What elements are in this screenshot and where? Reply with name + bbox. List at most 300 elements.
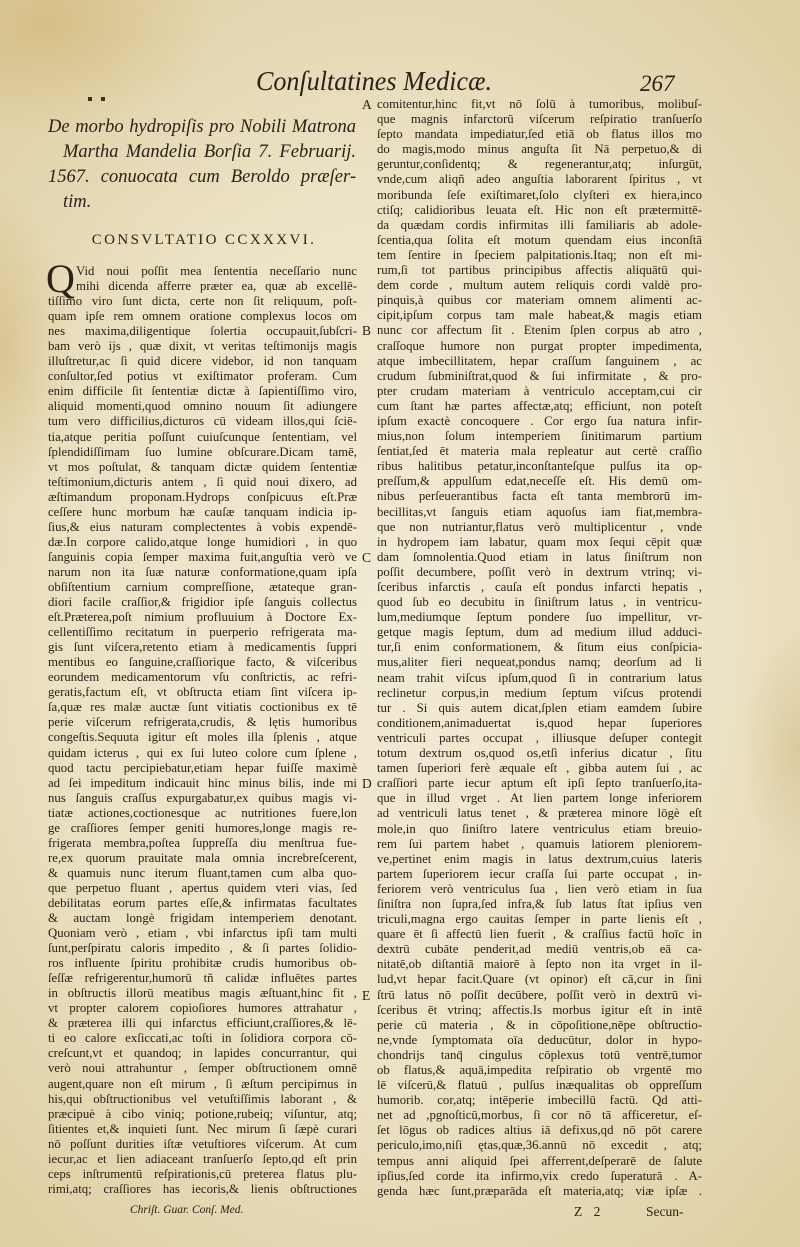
line-text: que perpetuo fluant , apertus quidem vteri vias, ſed bbox=[48, 880, 357, 895]
line-text: mius,non ſolum intemperiem ſinitimarum partium bbox=[377, 429, 702, 444]
text-line bbox=[48, 1077, 357, 1092]
text-line bbox=[377, 716, 702, 731]
text-line bbox=[48, 806, 357, 821]
text-line bbox=[377, 655, 702, 670]
margin-letter: D bbox=[362, 776, 372, 792]
line-text: ceps inſtrumentū reſpirationis,cū preterea flatus plu- bbox=[48, 1166, 357, 1181]
text-line bbox=[48, 279, 357, 294]
line-text: tia,atque peritia poſſunt cuiuſcunque ſententiam, vel bbox=[48, 429, 357, 444]
text-line bbox=[377, 112, 702, 127]
text-line bbox=[48, 1182, 357, 1197]
line-text: ge craſſiores ſemper geniti humores,longe magis re- bbox=[48, 820, 357, 835]
text-line bbox=[377, 1093, 702, 1108]
line-text: humorib. cor,atq; intēperie imbecillū factū. Qd atti- bbox=[377, 1093, 702, 1108]
line-text: ſcentia,qua ſolita eſt motum quendam eius inconſtā bbox=[377, 232, 702, 247]
line-text: pinquis,à quibus cor materiam omnem alimenti ac- bbox=[377, 293, 702, 308]
line-text: in hydropem iam labatur, quam mox ſequi cēpit quæ bbox=[377, 534, 702, 549]
line-text: tur . Si quis autem dicat,ſplen etiam eamdem ſubire bbox=[377, 700, 702, 715]
line-text: congeſtis.Sequuta igitur eſt moles illa ſplenis , atque bbox=[48, 730, 357, 745]
gathering-signature-text: Z 2 bbox=[574, 1204, 605, 1219]
line-text: æſtimandum proponam.Hydrops conſpicuus eſt.Præ bbox=[48, 489, 357, 504]
line-text: nunc cor affectum ſit . Etenim ſplen corpus ab atro , bbox=[377, 323, 702, 338]
line-text: his,qui obſtructionibus vel vetuſtiſſimis laborant , & bbox=[48, 1091, 357, 1106]
text-line bbox=[377, 172, 702, 187]
line-text: ſanguinis copia ſemper maxima fuit,anguſtia verò ve bbox=[48, 549, 357, 564]
line-text: nibus perſeuerantibus facta eſt tanta membrorū im- bbox=[377, 489, 702, 504]
line-text: tem ſentire in ſpeciem palpitationis.Itaq; non eſt mi- bbox=[377, 247, 702, 262]
line-text: ſa,quæ res malæ auctæ ſunt vitiatis coctionibus ex tē bbox=[48, 700, 357, 715]
line-text: ti eo calore exſiccati,ac toſti in ſolidiora corpora cō- bbox=[48, 1031, 357, 1046]
text-line bbox=[48, 1046, 357, 1061]
line-text: poſſit decumbere, poſſit verò in dextrum vtrinq; vi- bbox=[377, 564, 702, 579]
text-line bbox=[377, 293, 702, 308]
line-text: cellentiſſimo recitatum in puerperio refrigerata ma- bbox=[48, 625, 357, 640]
line-text: ſplendidiſſimam ſuo lumine obſcurare.Dicam tamē, bbox=[48, 444, 357, 459]
line-text: periculo,imo,niſi ętas,quæ,36.annū nō excedit , atq; bbox=[377, 1138, 702, 1153]
text-line bbox=[377, 761, 702, 776]
line-text: ſet lōgus ob radices altius iā defixus,qd nō pōt carere bbox=[377, 1123, 702, 1138]
line-text: tim. bbox=[63, 192, 92, 212]
line-text: ſunt,perſpiratu caloris impedito , & ſi partes ſolidio- bbox=[48, 941, 357, 956]
text-line bbox=[48, 430, 357, 445]
line-text: perie cū materia , & in cōpoſitione,nēpe obſtructio- bbox=[377, 1017, 703, 1032]
text-line bbox=[48, 1016, 357, 1031]
line-text: ſceribus infarctis , cauſa eſt pondus infarcti hepatis , bbox=[377, 580, 702, 594]
running-head bbox=[256, 64, 492, 98]
line-text: narum non ita ſuæ naturæ conformatione,quam ipſa bbox=[48, 564, 357, 579]
line-text: perie viſcerum refrigerata,crudis, & lętis humoribus bbox=[48, 715, 357, 730]
text-line bbox=[48, 655, 357, 670]
line-text: eorundem medicamentorum vſu conſtrictis, ac refri- bbox=[48, 670, 357, 685]
line-text: in obſtructis illorū meatibus magis æſtuant,hinc fit , bbox=[48, 986, 357, 1001]
text-line bbox=[48, 1107, 357, 1122]
text-line bbox=[377, 701, 702, 716]
line-text: lum,mediumque ſeptum pondere ſuo impellitur, vr- bbox=[377, 610, 702, 625]
text-line bbox=[48, 1122, 357, 1137]
line-text: lud,vt hepar facit.Quare (vt opinor) eſt cā,cur in ſini bbox=[377, 972, 702, 987]
line-text: lē viſcerū,& flatuū , pulſus inæqualitas ob oppreſſum bbox=[377, 1078, 702, 1093]
text-line bbox=[48, 715, 357, 730]
text-line bbox=[377, 852, 702, 867]
line-text: vnde,cum aliqñ adeo anguſtia laborarent ſpiritus , vt bbox=[377, 172, 702, 187]
line-text: mihi dicenda afferre præter ea, quæ ab excellē- bbox=[76, 279, 357, 294]
line-text: craſſoque humore non purgat propter impedimenta, bbox=[377, 338, 703, 353]
text-line bbox=[377, 565, 702, 580]
line-text: aliquid momenti,quod omnino nouum ſit adiungere bbox=[48, 399, 357, 414]
line-text: conditionem,animaduertat is,quod hepar ſuperiores bbox=[377, 715, 702, 730]
line-text: do magis,modo minus anguſta ſit Nā perpetuo,& di bbox=[377, 142, 702, 157]
line-text: ſiniſtra non ſupra,ſed infra,& ſub latus ſtat ipſius ven bbox=[377, 896, 702, 911]
line-text: net ad ,pgnoſticū,morbus, ſi cor nō tā afficeretur, eſ- bbox=[377, 1108, 702, 1123]
text-line bbox=[377, 731, 702, 746]
text-line bbox=[362, 987, 702, 1003]
consultation-heading bbox=[58, 230, 350, 250]
text-line bbox=[48, 140, 356, 165]
text-line bbox=[48, 926, 357, 941]
line-text: conſultor,ſed potius vt exiſtimator proferam. Cum bbox=[48, 369, 357, 384]
text-line bbox=[377, 867, 702, 882]
text-line bbox=[377, 882, 702, 897]
text-line bbox=[48, 625, 357, 640]
text-line bbox=[377, 686, 702, 701]
text-line bbox=[377, 308, 702, 323]
consultation-title bbox=[48, 115, 356, 215]
text-line bbox=[377, 489, 702, 504]
text-line bbox=[362, 97, 703, 112]
line-text: Quoniam verò , etiam , vbi infarctus ipſi tam multi bbox=[48, 926, 357, 941]
line-text: ſius,& eius naturam complectentes à vobis expendē- bbox=[48, 519, 357, 534]
line-text: ſtrū latus nō poſſit decūbere, poſſit verò in dextrū vi- bbox=[377, 987, 702, 1002]
text-line bbox=[48, 700, 357, 715]
text-line bbox=[377, 1048, 702, 1063]
text-line bbox=[48, 986, 357, 1001]
text-line bbox=[48, 324, 357, 339]
line-text: bam verò ijs , quæ dixit, vt veritas teſtimonijs magis bbox=[48, 339, 357, 354]
line-text: mole,in quo ſiniſtro latere ventriculus etiam breuio- bbox=[377, 821, 702, 836]
line-text: totum dextrum os,quod os,etſi inferius dicatur , ſitu bbox=[377, 746, 702, 761]
line-text: & auctam longè frigidam intemperiem denotant. bbox=[48, 911, 357, 926]
text-line bbox=[48, 1031, 357, 1046]
line-text: dam ſomnolentia.Quod etiam in latus ſiniſtrum non bbox=[377, 549, 702, 564]
text-line bbox=[377, 444, 702, 459]
line-text: que non nutriantur,flatus verò multiplicentur , vnde bbox=[377, 519, 702, 534]
line-text: cipit,ipſum corpus tam male habeat,& magis etiam bbox=[377, 308, 702, 323]
line-text: frigerata membra,poſtea ſuppreſſa diu menſtrua fue- bbox=[48, 835, 357, 850]
line-text: & præterea illi qui infarctus efficiunt,craſſiores,& lē- bbox=[48, 1016, 357, 1031]
text-line bbox=[362, 776, 702, 792]
text-line bbox=[377, 505, 702, 520]
line-text: diori facile craſſior,& frigidior ipſe ſanguis collectus bbox=[48, 595, 357, 610]
line-text: tiatæ actiones,coctionesque ac nutritiones fuere,lon bbox=[48, 805, 357, 820]
text-line bbox=[377, 218, 702, 233]
line-text: quam ipſe rem omnem oratione complexus locos om bbox=[48, 309, 357, 324]
text-line bbox=[48, 1152, 357, 1167]
text-line bbox=[377, 278, 702, 293]
text-line bbox=[48, 354, 357, 369]
text-line bbox=[48, 881, 357, 896]
line-text: partem ſuperiorem iecur craſſa ſui parte occupat , in- bbox=[377, 866, 702, 881]
line-text: que magnis infarctorū viſcerum reſpiratio tranſuerſo bbox=[377, 112, 702, 127]
line-text: mentibus eo ſanguine,craſſiorique facto, & viſceribus bbox=[48, 655, 357, 670]
text-line bbox=[48, 1061, 357, 1076]
line-text: ſepto mandata impediatur,ſed etiā ob flatus illos mo bbox=[377, 127, 702, 142]
consultation-number: CONSVLTATIO CCXXXVI. bbox=[91, 232, 317, 248]
text-line bbox=[48, 761, 357, 776]
text-line bbox=[377, 1003, 702, 1018]
text-line bbox=[377, 1138, 702, 1153]
line-text: dæ.In corpore calido,atque longe humidiori , in quo bbox=[48, 534, 357, 549]
line-text: ceſſere hunc morbum hæ cauſæ tanquam indicia ip- bbox=[48, 504, 357, 519]
line-text: preſſum,& appulſum edat,neceſſe eſt. His demū om- bbox=[377, 474, 702, 489]
line-text: getque magis ſeptum, dum ad medium illud adduci- bbox=[377, 625, 702, 640]
page-number-text: 267 bbox=[640, 71, 675, 96]
line-text: iecur,ac et lien adiaceant tranſuerſo ſepto,qd eſt prin bbox=[48, 1151, 357, 1166]
text-line bbox=[377, 429, 702, 444]
line-text: que in illud vrget . At lien partem longe inferiorem bbox=[377, 791, 702, 806]
text-line bbox=[48, 866, 357, 881]
line-text: illuſtretur,ac ſi quid dicere videbor, id non tanquam bbox=[48, 354, 357, 369]
text-line bbox=[48, 791, 357, 806]
text-line bbox=[377, 188, 702, 203]
line-text: vt propter calorem copioſiores humores attrahatur , bbox=[48, 1001, 358, 1016]
catchword-text: Secun- bbox=[646, 1204, 684, 1219]
line-text: De morbo hydropiſis pro Nobili Matrona bbox=[48, 117, 356, 137]
text-line bbox=[377, 1108, 702, 1123]
text-line bbox=[377, 399, 702, 414]
text-line bbox=[377, 837, 702, 852]
text-line bbox=[48, 730, 357, 745]
line-text: tur,ſi enim conformationem, & ſitum eius conſpicia- bbox=[377, 640, 702, 655]
text-line bbox=[377, 520, 702, 535]
line-text: ob flatus,& aquā,impedita reſpiratio ob vrgentē mo bbox=[377, 1063, 702, 1077]
text-line bbox=[48, 1167, 357, 1182]
text-line bbox=[377, 746, 702, 761]
line-text: triculi,magna ergo cauitas ſemper in parte lienis eſt , bbox=[377, 912, 702, 927]
line-text: debilitatas eorum partes eſſe,& infirmatas facultates bbox=[48, 895, 357, 910]
text-line bbox=[377, 142, 702, 157]
drop-cap: Q bbox=[46, 256, 75, 301]
line-text: creſcunt,vt et quandoq; in lapides concurrantur, qui bbox=[48, 1046, 357, 1061]
line-text: teſtimonium,dicturis antem , ſi quid noui dixero, ad bbox=[48, 474, 357, 489]
line-text: nes maxima,diligentique ſolertia occupauit,ſubſcri- bbox=[48, 324, 357, 339]
line-text: craſſiori parte iecur aptum eſt ipſi ſepto tranſuerſo,ita- bbox=[377, 776, 702, 791]
line-text: reclinetur corpus,in medium ſeptum viſcus protendi bbox=[377, 685, 702, 700]
printer-mark bbox=[88, 97, 92, 101]
text-line bbox=[48, 851, 357, 866]
text-line bbox=[377, 1018, 702, 1033]
line-text: gis ſunt viſcera,retento etiam à medicamentis ſuppri bbox=[48, 640, 357, 655]
text-line bbox=[48, 640, 357, 655]
text-line bbox=[48, 836, 357, 851]
text-line bbox=[377, 1033, 702, 1048]
text-line bbox=[48, 369, 357, 384]
text-line bbox=[377, 1169, 702, 1184]
line-text: ipſius,ſed corde ita infirmo,vix credo ſuperaturā . A- bbox=[377, 1168, 702, 1183]
text-line bbox=[48, 190, 356, 215]
text-line bbox=[377, 1184, 702, 1199]
text-line bbox=[377, 1063, 702, 1078]
text-line bbox=[377, 233, 702, 248]
line-text: ad ſei impeditum indicauit hinc minus bilis, inde mi bbox=[48, 775, 357, 790]
line-text: re,ex quorum prauitate mala omnia increbreſcerent, bbox=[48, 850, 357, 865]
text-line bbox=[377, 912, 702, 927]
line-text: verò noui attrahuntur , ſemper obſtructionem omnē bbox=[48, 1061, 357, 1076]
line-text: dextrū cubāte penderit,ad mediū ventris,ob eā ca- bbox=[377, 942, 702, 957]
text-line bbox=[377, 927, 702, 942]
text-line bbox=[377, 972, 702, 987]
line-text: ne,vnde ſymptomata oīa deducūtur, dolor in hypo- bbox=[377, 1032, 702, 1047]
text-line bbox=[377, 1123, 702, 1138]
line-text: geruntur,conſidentq; & regenerantur,atq; inſurgūt, bbox=[377, 157, 702, 172]
text-line bbox=[48, 971, 357, 986]
text-line bbox=[48, 445, 357, 460]
margin-letter: E bbox=[362, 987, 371, 1003]
text-line bbox=[377, 384, 702, 399]
text-line bbox=[48, 1137, 357, 1152]
text-line bbox=[48, 911, 357, 926]
text-line bbox=[48, 580, 357, 595]
text-line bbox=[377, 822, 702, 837]
line-text: eſt.Præterea,poſt nimium profluuium à Doctore Ex- bbox=[48, 610, 357, 625]
text-line bbox=[362, 323, 702, 339]
line-text: rem ſui partem habet , quamuis latiorem pleniorem- bbox=[377, 836, 702, 851]
signature-text: Chriſt. Guar. Conſ. Med. bbox=[130, 1204, 244, 1216]
text-line bbox=[48, 1001, 357, 1016]
text-line bbox=[48, 776, 357, 791]
line-text: becillitas,vt ſanguis etiam aquoſus iam fiat,membra- bbox=[377, 504, 702, 519]
line-text: ctiſq; calidioribus leuata eſt. Hic non eſt prætermittē- bbox=[377, 202, 702, 217]
text-line bbox=[377, 414, 702, 429]
text-line bbox=[48, 821, 357, 836]
left-column-text bbox=[46, 256, 358, 1197]
line-text: geratis,factum eſt, vt obſtructa etiam ſint viſcera ip- bbox=[48, 685, 357, 700]
line-text: præcipuè à cibo viniq; potione,rubeiq; viſuntur, atq; bbox=[48, 1106, 358, 1121]
line-text: nitatē,ob diſtantiā maiorē à ſepto non ita vrget in il- bbox=[377, 957, 702, 972]
text-line bbox=[377, 806, 702, 821]
text-line bbox=[377, 942, 702, 957]
text-line bbox=[377, 203, 702, 218]
text-line bbox=[377, 897, 702, 912]
text-line bbox=[377, 339, 702, 354]
text-line bbox=[48, 565, 357, 580]
text-line bbox=[377, 535, 702, 550]
text-line bbox=[48, 475, 357, 490]
line-text: comitentur,hinc fit,vt nō ſolū à tumoribus, molibuſ- bbox=[377, 97, 703, 111]
text-line bbox=[48, 490, 357, 505]
line-text: & quamuis nunc iterum fluant,tamen cum alba quo- bbox=[48, 865, 357, 880]
text-line bbox=[48, 115, 356, 140]
text-line bbox=[48, 610, 357, 625]
text-line bbox=[48, 535, 357, 550]
printer-mark bbox=[101, 97, 105, 101]
line-text: enim difficile ſit ſententiæ dictæ à ſapientiſſimo viro, bbox=[48, 384, 357, 399]
text-line bbox=[48, 941, 357, 956]
right-column-text bbox=[362, 97, 703, 1199]
line-text: 1567. conuocata cum Beroldo præſer- bbox=[48, 167, 356, 187]
text-line bbox=[377, 127, 702, 142]
text-line bbox=[377, 957, 702, 972]
text-line bbox=[377, 580, 702, 595]
line-text: ſceribus ēt vtrinq; affectis.Is morbus igitur eſt in intē bbox=[377, 1002, 702, 1017]
line-text: tempus anni aliquid ſpei afferrent,deſperarē de ſalute bbox=[377, 1153, 702, 1168]
text-line bbox=[48, 339, 357, 354]
line-text: ros influente ſpiritu prohibitæ crudis humoribus ob- bbox=[48, 956, 357, 971]
text-line bbox=[48, 399, 357, 414]
line-text: ad ventriculi latus tenet , & præterea minore lōgè eſt bbox=[377, 806, 702, 821]
line-text: ribus halitibus petatur,inconſtanteſque pulſus ita op- bbox=[377, 459, 702, 474]
line-text: ſentiat,ſed ēt materia mala repleatur aut certè craſſio bbox=[377, 444, 702, 459]
text-line bbox=[377, 369, 702, 384]
page-number bbox=[640, 70, 690, 98]
line-text: mus,aliter fieri nequeat,pondus namq; deorſum ad li bbox=[377, 655, 702, 670]
line-text: Vid noui poſſit mea ſententia neceſſario nunc bbox=[76, 264, 357, 278]
line-text: pter crudam materiam à ventriculo acceptam,cui cir bbox=[377, 383, 702, 398]
text-line bbox=[377, 354, 702, 369]
text-line bbox=[377, 640, 702, 655]
text-line bbox=[377, 791, 702, 806]
text-line bbox=[377, 263, 702, 278]
line-text: neam trahit viſcus ipſum,quod ſi in contrarium latus bbox=[377, 670, 702, 685]
line-text: obſiſtentium carnium compreſſione, ætateque gran- bbox=[48, 579, 357, 594]
line-text: crudum ſubminiſtrat,quod & ſui infirmitate , & pro- bbox=[377, 368, 702, 383]
text-line bbox=[377, 157, 702, 172]
line-text: cum ſtant hæ partes affectæ,atq; efficiunt, non poteſt bbox=[377, 398, 702, 413]
text-line bbox=[377, 610, 702, 625]
line-text: ipſum exactè concoquere . Cor ergo ſua natura infir- bbox=[377, 413, 702, 428]
line-text: rum,ſi tot partibus principibus affectis aliquātū qui- bbox=[377, 263, 702, 278]
line-text: ve,pertinet enim magis in latus dextrum,cuius lateris bbox=[377, 851, 702, 866]
text-line bbox=[48, 165, 356, 190]
text-line bbox=[48, 896, 357, 911]
text-line bbox=[377, 1154, 702, 1169]
text-line bbox=[377, 625, 702, 640]
running-head-text: Conſultatines Medicæ. bbox=[256, 66, 493, 96]
line-text: Martha Mandelia Borſia 7. Februarij. bbox=[63, 142, 356, 162]
margin-letter: A bbox=[362, 97, 372, 112]
catchword bbox=[646, 1203, 696, 1221]
gathering-signature bbox=[574, 1203, 618, 1221]
text-line bbox=[377, 459, 702, 474]
text-line bbox=[48, 595, 357, 610]
line-text: ſitientes et,& inquieti ſunt. Nec mirum ſi ſæpè curari bbox=[48, 1121, 357, 1136]
line-text: moribunda ſeſe exiſtimaret,ſolo clyſteri ex hiera,inco bbox=[377, 187, 702, 202]
line-text: augent,quare non eſt mirum , ſi æſtum percipimus in bbox=[48, 1076, 357, 1091]
line-text: ventriculi partes occupat , illiusque deſuper contegit bbox=[377, 730, 702, 745]
text-line bbox=[48, 384, 357, 399]
text-line bbox=[377, 1078, 702, 1093]
text-line bbox=[48, 685, 357, 700]
line-text: quod ſub eo decubitu in ſiniſtrum latus , in ventricu- bbox=[377, 595, 702, 610]
line-text: quare ēt ſi affectū lien fuerit , & craſſius factū hoīc in bbox=[377, 927, 702, 942]
text-line bbox=[48, 670, 357, 685]
line-text: nō poſſunt durities iſtæ vetuſtiores viſcerum. At cum bbox=[48, 1136, 357, 1151]
line-text: da quædam cordis infirmitas illi familiaris ab adole- bbox=[377, 217, 702, 232]
line-text: genda hæc ſunt,præparāda eſt materia,atq; viæ ipſæ . bbox=[377, 1183, 702, 1198]
text-line bbox=[48, 550, 357, 565]
line-text: chondrijs tanq̄ cingulus cōplexus totū ventrē,tumor bbox=[377, 1047, 703, 1062]
text-line bbox=[377, 248, 702, 263]
margin-letter: C bbox=[362, 549, 372, 565]
text-line bbox=[48, 746, 357, 761]
text-line bbox=[377, 671, 702, 686]
text-line bbox=[48, 505, 357, 520]
line-text: atque imbecillitatem, hepar craſſum ſanguinem , ac bbox=[377, 353, 702, 368]
text-line bbox=[48, 414, 357, 429]
line-text: ſeſſæ refrigerentur,humorū tñ calidæ influētes partes bbox=[48, 971, 357, 986]
text-line bbox=[377, 595, 702, 610]
line-text: vt mos poſtulat, & tanquam dictæ quidem ſententiæ bbox=[48, 459, 357, 474]
signature-line bbox=[130, 1202, 260, 1218]
text-line bbox=[48, 294, 357, 309]
line-text: tum vero difficilius,dicturos cū videam illos,qui ſciē- bbox=[48, 414, 357, 429]
margin-letter: B bbox=[362, 323, 372, 339]
line-text: dem corde , multum autem reliquis cordi valdè pro- bbox=[377, 278, 702, 293]
text-line bbox=[377, 474, 702, 489]
line-text: tiſſimo viro ſunt dicta, certe non ſit reliquum, poſt- bbox=[48, 294, 357, 309]
line-text: rimi,atq; craſſiores has iecoris,& lienis obſtructiones bbox=[48, 1181, 357, 1196]
text-line bbox=[48, 1092, 357, 1107]
line-text: tamen ſuperiori ferè æquale eſt , gibba autem ſui , ac bbox=[377, 761, 702, 776]
line-text: quidam icterus , qui ex ſui luteo colore cum ſplene , bbox=[48, 745, 357, 760]
text-line bbox=[48, 309, 357, 324]
line-text: feriorem verò ventriculus ſua , lien verò etiam in ſua bbox=[377, 881, 702, 896]
line-text: nus ſanguis craſſus expurgabatur,ex quibus magis vi- bbox=[48, 790, 357, 805]
text-line bbox=[362, 549, 702, 565]
text-line bbox=[48, 956, 357, 971]
line-text: quod tactu percipiebatur,etiam hepar fuiſſe maximè bbox=[48, 760, 357, 775]
text-line bbox=[48, 520, 357, 535]
text-line bbox=[48, 460, 357, 475]
